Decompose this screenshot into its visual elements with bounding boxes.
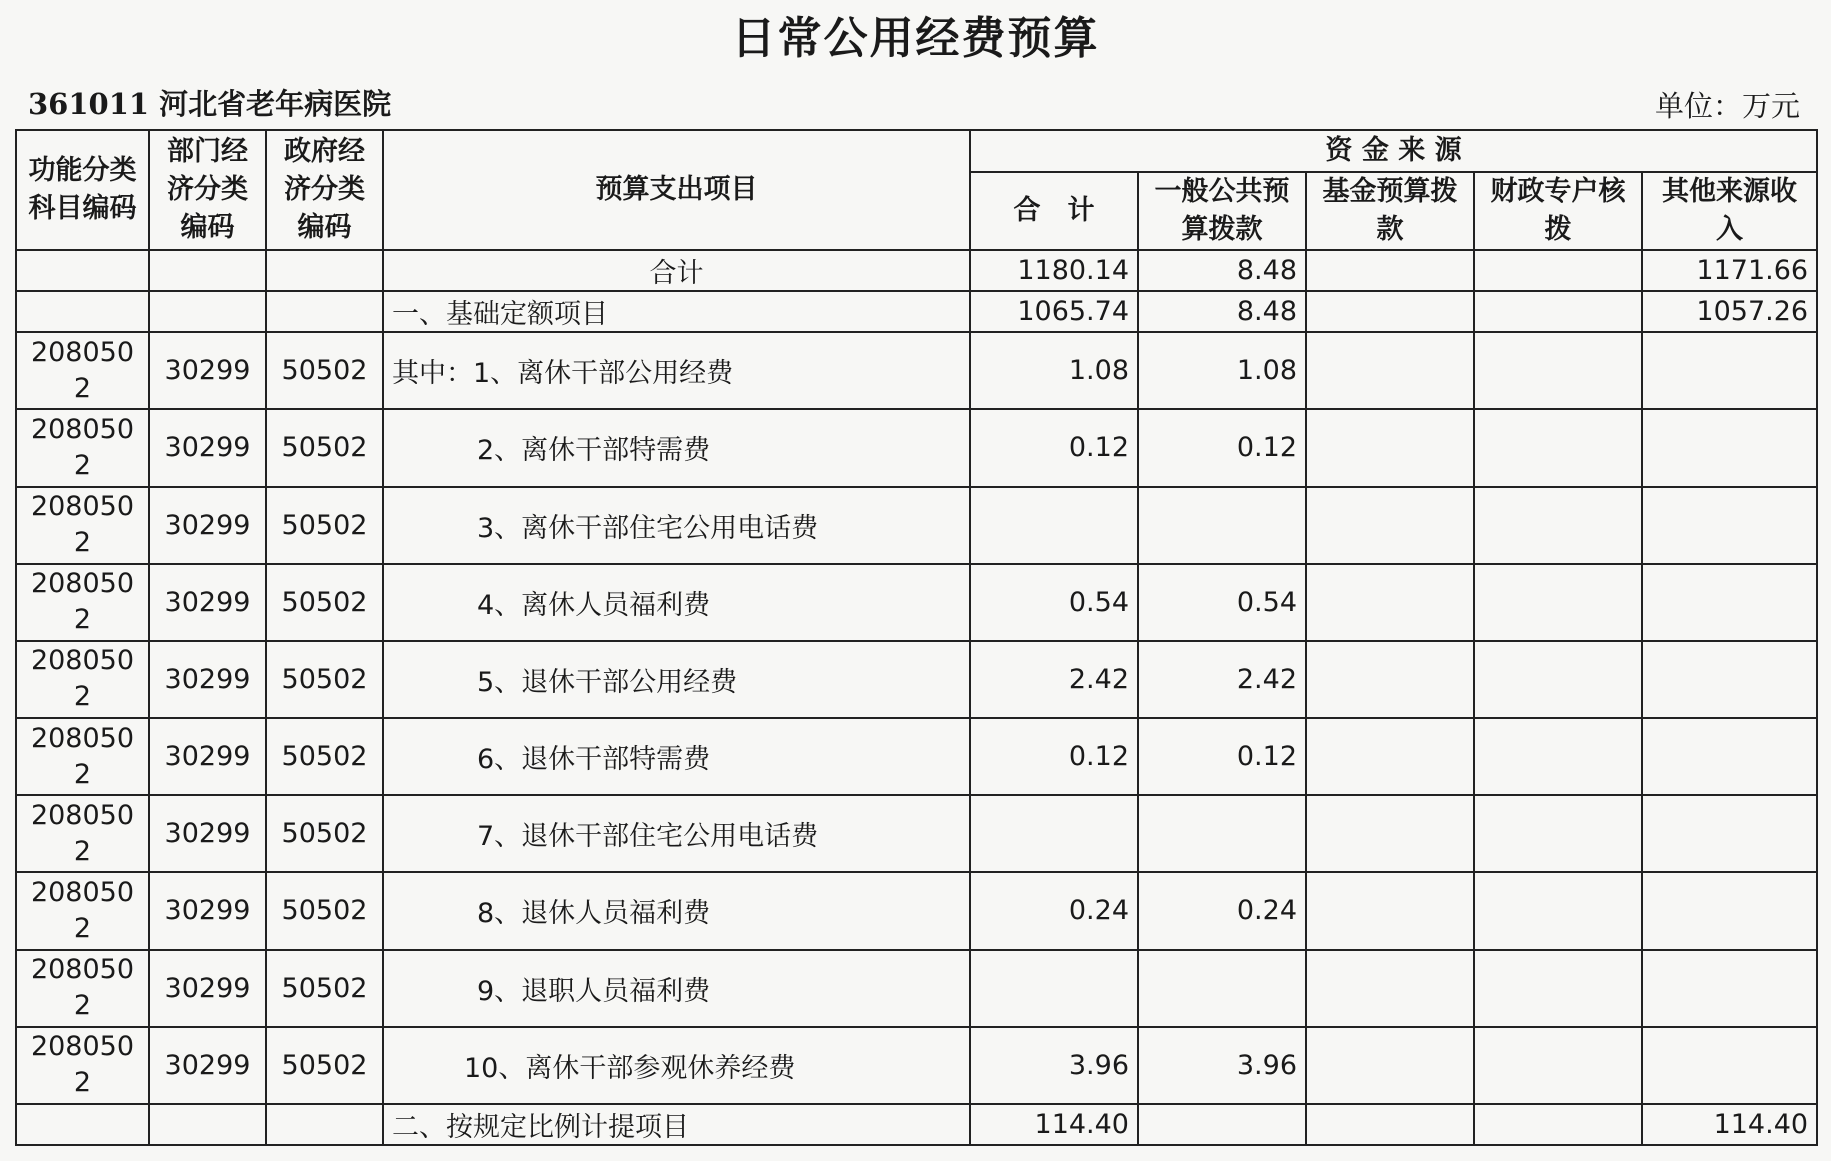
header-special: 财政专户核拨 bbox=[1474, 172, 1642, 250]
other-cell bbox=[1642, 950, 1817, 1027]
ratio-row bbox=[16, 1104, 1817, 1145]
gov-code-cell: 50502 bbox=[266, 718, 383, 795]
other-cell bbox=[1642, 718, 1817, 795]
item-cell: 10、离休干部参观休养经费 bbox=[383, 1027, 970, 1104]
other-cell bbox=[1642, 332, 1817, 409]
total-cell bbox=[970, 487, 1138, 564]
total-cell: 0.54 bbox=[970, 564, 1138, 641]
total-cell: 0.12 bbox=[970, 409, 1138, 486]
header-total: 合 计 bbox=[970, 172, 1138, 250]
header-general: 一般公共预算拨款 bbox=[1138, 172, 1306, 250]
basic-dept bbox=[149, 291, 266, 332]
total-fund bbox=[1306, 250, 1474, 291]
item-cell: 8、退休人员福利费 bbox=[383, 872, 970, 949]
other-cell bbox=[1642, 641, 1817, 718]
basic-total: 1065.74 bbox=[970, 291, 1138, 332]
total-special bbox=[1474, 250, 1642, 291]
total-cell bbox=[970, 795, 1138, 872]
general-cell bbox=[1138, 487, 1306, 564]
func-code-cell: 208050 2 bbox=[16, 487, 149, 564]
ratio-gov bbox=[266, 1104, 383, 1145]
basic-other: 1057.26 bbox=[1642, 291, 1817, 332]
dept-code-cell: 30299 bbox=[149, 795, 266, 872]
gov-code-cell: 50502 bbox=[266, 641, 383, 718]
func-code-cell: 208050 2 bbox=[16, 872, 149, 949]
special-cell bbox=[1474, 641, 1642, 718]
item-cell: 7、退休干部住宅公用电话费 bbox=[383, 795, 970, 872]
table-row bbox=[16, 795, 1817, 872]
total-item: 合计 bbox=[383, 250, 970, 291]
total-func bbox=[16, 250, 149, 291]
item-cell: 5、退休干部公用经费 bbox=[383, 641, 970, 718]
fund-cell bbox=[1306, 409, 1474, 486]
func-code-cell: 208050 2 bbox=[16, 564, 149, 641]
ratio-other: 114.40 bbox=[1642, 1104, 1817, 1145]
table-row bbox=[16, 487, 1817, 564]
unit-label: 单位：万元 bbox=[1654, 89, 1800, 123]
fund-cell bbox=[1306, 795, 1474, 872]
basic-gov bbox=[266, 291, 383, 332]
general-cell: 1.08 bbox=[1138, 332, 1306, 409]
total-cell: 2.42 bbox=[970, 641, 1138, 718]
total-gov bbox=[266, 250, 383, 291]
fund-cell bbox=[1306, 950, 1474, 1027]
special-cell bbox=[1474, 795, 1642, 872]
general-cell: 0.24 bbox=[1138, 872, 1306, 949]
dept-code-cell: 30299 bbox=[149, 409, 266, 486]
dept-code-cell: 30299 bbox=[149, 487, 266, 564]
dept-code-cell: 30299 bbox=[149, 718, 266, 795]
gov-code-cell: 50502 bbox=[266, 872, 383, 949]
item-cell: 3、离休干部住宅公用电话费 bbox=[383, 487, 970, 564]
budget-table bbox=[15, 129, 1818, 1146]
special-cell bbox=[1474, 332, 1642, 409]
general-cell: 2.42 bbox=[1138, 641, 1306, 718]
ratio-fund bbox=[1306, 1104, 1474, 1145]
detail-rows bbox=[16, 332, 1817, 1104]
header-fund: 基金预算拨款 bbox=[1306, 172, 1474, 250]
special-cell bbox=[1474, 487, 1642, 564]
fund-cell bbox=[1306, 332, 1474, 409]
special-cell bbox=[1474, 872, 1642, 949]
func-code-cell: 208050 2 bbox=[16, 950, 149, 1027]
dept-code-cell: 30299 bbox=[149, 332, 266, 409]
fund-cell bbox=[1306, 872, 1474, 949]
page-title: 日常公用经费预算 bbox=[731, 13, 1100, 64]
table-row bbox=[16, 950, 1817, 1027]
fund-cell bbox=[1306, 718, 1474, 795]
table-row bbox=[16, 872, 1817, 949]
special-cell bbox=[1474, 409, 1642, 486]
header-item: 预算支出项目 bbox=[383, 130, 970, 250]
special-cell bbox=[1474, 564, 1642, 641]
item-cell: 6、退休干部特需费 bbox=[383, 718, 970, 795]
item-cell: 9、退职人员福利费 bbox=[383, 950, 970, 1027]
other-cell bbox=[1642, 487, 1817, 564]
total-row bbox=[16, 250, 1817, 291]
total-cell bbox=[970, 950, 1138, 1027]
header-dept-code: 部门经济分类编码 bbox=[149, 130, 266, 250]
gov-code-cell: 50502 bbox=[266, 487, 383, 564]
ratio-func bbox=[16, 1104, 149, 1145]
ratio-dept bbox=[149, 1104, 266, 1145]
total-cell: 3.96 bbox=[970, 1027, 1138, 1104]
header-gov-code: 政府经济分类编码 bbox=[266, 130, 383, 250]
dept-code-cell: 30299 bbox=[149, 564, 266, 641]
func-code-cell: 208050 2 bbox=[16, 332, 149, 409]
basic-item: 一、基础定额项目 bbox=[383, 291, 970, 332]
func-code-cell: 208050 2 bbox=[16, 641, 149, 718]
total-dept bbox=[149, 250, 266, 291]
basic-fund bbox=[1306, 291, 1474, 332]
total-cell: 0.24 bbox=[970, 872, 1138, 949]
total-cell: 1.08 bbox=[970, 332, 1138, 409]
total-other: 1171.66 bbox=[1642, 250, 1817, 291]
other-cell bbox=[1642, 795, 1817, 872]
table-row bbox=[16, 332, 1817, 409]
basic-general: 8.48 bbox=[1138, 291, 1306, 332]
dept-code-cell: 30299 bbox=[149, 950, 266, 1027]
ratio-general bbox=[1138, 1104, 1306, 1145]
fund-cell bbox=[1306, 487, 1474, 564]
fund-cell bbox=[1306, 1027, 1474, 1104]
gov-code-cell: 50502 bbox=[266, 564, 383, 641]
header-other: 其他来源收入 bbox=[1642, 172, 1817, 250]
fund-cell bbox=[1306, 641, 1474, 718]
fund-cell bbox=[1306, 564, 1474, 641]
organization-label: 361011 河北省老年病医院 bbox=[28, 87, 392, 121]
ratio-item: 二、按规定比例计提项目 bbox=[383, 1104, 970, 1145]
gov-code-cell: 50502 bbox=[266, 1027, 383, 1104]
special-cell bbox=[1474, 950, 1642, 1027]
header-source-group: 资 金 来 源 bbox=[970, 130, 1817, 172]
basic-special bbox=[1474, 291, 1642, 332]
table-row bbox=[16, 409, 1817, 486]
header-func-code: 功能分类科目编码 bbox=[16, 130, 149, 250]
item-cell: 其中：1、离休干部公用经费 bbox=[383, 332, 970, 409]
func-code-cell: 208050 2 bbox=[16, 1027, 149, 1104]
other-cell bbox=[1642, 409, 1817, 486]
general-cell: 3.96 bbox=[1138, 1027, 1306, 1104]
basic-func bbox=[16, 291, 149, 332]
header-row-1 bbox=[16, 130, 1817, 172]
ratio-special bbox=[1474, 1104, 1642, 1145]
general-cell bbox=[1138, 950, 1306, 1027]
general-cell: 0.54 bbox=[1138, 564, 1306, 641]
ratio-total: 114.40 bbox=[970, 1104, 1138, 1145]
gov-code-cell: 50502 bbox=[266, 950, 383, 1027]
total-total: 1180.14 bbox=[970, 250, 1138, 291]
general-cell bbox=[1138, 795, 1306, 872]
item-cell: 4、离休人员福利费 bbox=[383, 564, 970, 641]
table-row bbox=[16, 1027, 1817, 1104]
func-code-cell: 208050 2 bbox=[16, 718, 149, 795]
dept-code-cell: 30299 bbox=[149, 641, 266, 718]
other-cell bbox=[1642, 564, 1817, 641]
table-row bbox=[16, 564, 1817, 641]
dept-code-cell: 30299 bbox=[149, 1027, 266, 1104]
basic-row bbox=[16, 291, 1817, 332]
general-cell: 0.12 bbox=[1138, 718, 1306, 795]
func-code-cell: 208050 2 bbox=[16, 795, 149, 872]
item-cell: 2、离休干部特需费 bbox=[383, 409, 970, 486]
total-cell: 0.12 bbox=[970, 718, 1138, 795]
other-cell bbox=[1642, 1027, 1817, 1104]
table-row bbox=[16, 641, 1817, 718]
special-cell bbox=[1474, 1027, 1642, 1104]
gov-code-cell: 50502 bbox=[266, 332, 383, 409]
general-cell: 0.12 bbox=[1138, 409, 1306, 486]
gov-code-cell: 50502 bbox=[266, 409, 383, 486]
special-cell bbox=[1474, 718, 1642, 795]
other-cell bbox=[1642, 872, 1817, 949]
total-general: 8.48 bbox=[1138, 250, 1306, 291]
func-code-cell: 208050 2 bbox=[16, 409, 149, 486]
gov-code-cell: 50502 bbox=[266, 795, 383, 872]
table-row bbox=[16, 718, 1817, 795]
dept-code-cell: 30299 bbox=[149, 872, 266, 949]
